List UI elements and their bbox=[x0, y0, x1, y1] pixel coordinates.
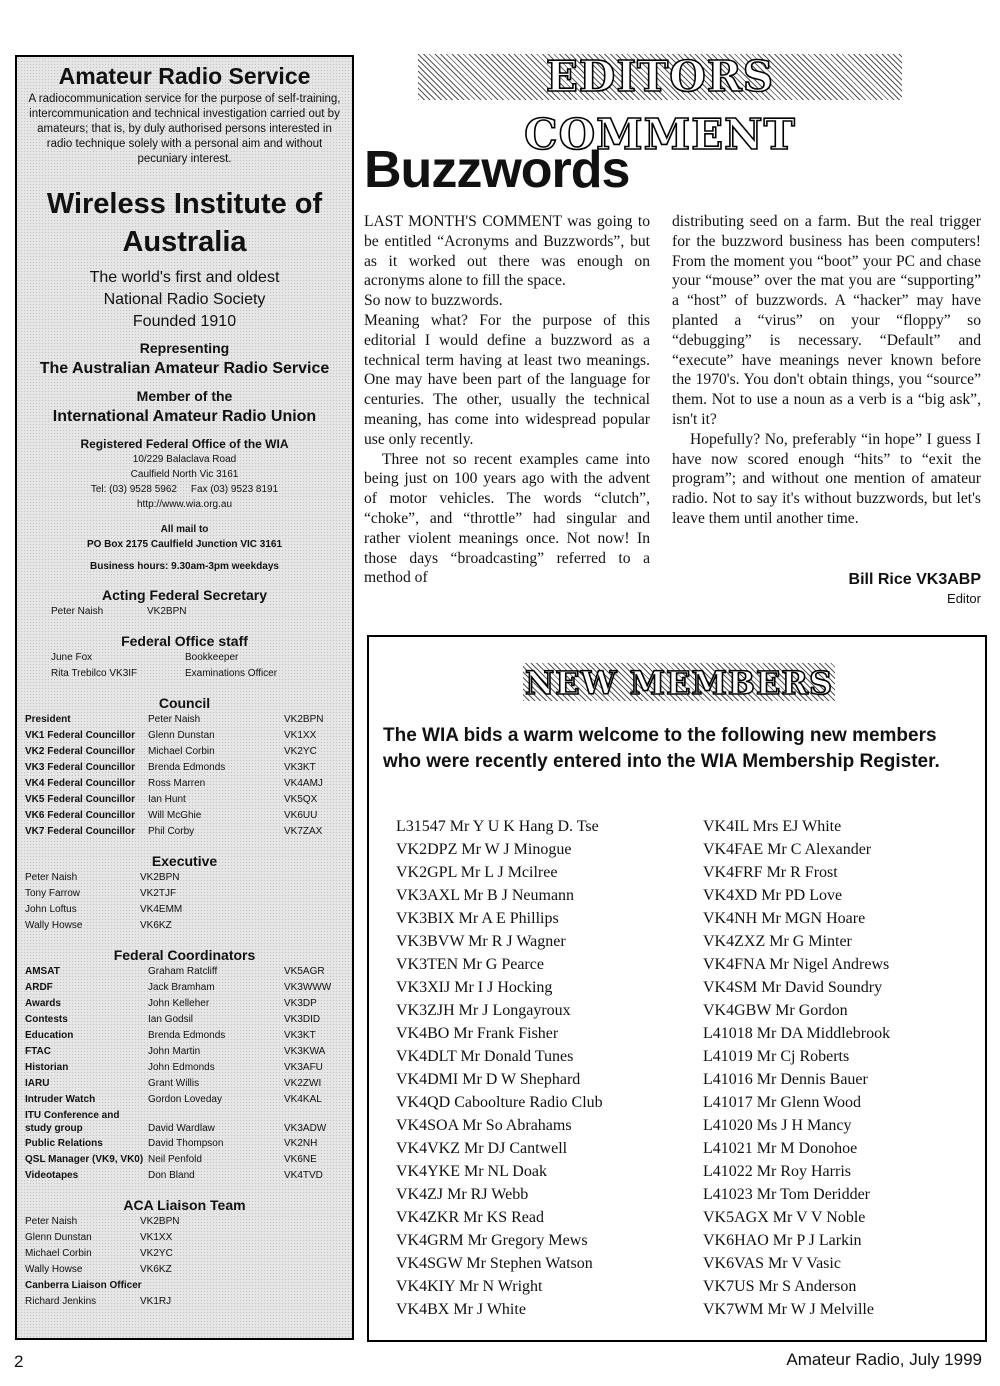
canberra-row bbox=[17, 1278, 352, 1294]
row-name: Michael Corbin bbox=[25, 1248, 92, 1259]
member-entry: L41023 Mr Tom Deridder bbox=[703, 1186, 870, 1203]
row-call: VK4AMJ bbox=[284, 778, 323, 789]
row-call: VK2YC bbox=[140, 1248, 173, 1259]
row-name: John Loftus bbox=[25, 904, 77, 915]
member-entry: VK4XD Mr PD Love bbox=[703, 887, 843, 904]
member-entry: VK3BIX Mr A E Phillips bbox=[396, 910, 559, 927]
aca-list bbox=[17, 1214, 352, 1278]
row-name: Peter Naish bbox=[148, 714, 201, 725]
executive-heading: Executive bbox=[151, 853, 218, 869]
table-row bbox=[17, 1230, 352, 1246]
row-title: Awards bbox=[25, 998, 61, 1009]
row-name: Jack Bramham bbox=[148, 982, 215, 993]
table-row bbox=[17, 1136, 352, 1152]
new-members-banner bbox=[519, 657, 839, 709]
itu-call: VK3ADW bbox=[284, 1123, 327, 1134]
member-entry: VK7WM Mr W J Melville bbox=[703, 1301, 874, 1318]
member-entry: VK3TEN Mr G Pearce bbox=[396, 956, 544, 973]
mail-address: PO Box 2175 Caulfield Junction VIC 3161 bbox=[86, 539, 283, 550]
acting-secretary-row bbox=[17, 604, 352, 620]
row-name: Gordon Loveday bbox=[148, 1094, 222, 1105]
row-name: John Kelleher bbox=[148, 998, 210, 1009]
row-name: Wally Howse bbox=[25, 920, 83, 931]
row-call: VK4EMM bbox=[140, 904, 183, 915]
member-entry: VK3AXL Mr B J Neumann bbox=[396, 887, 575, 904]
member-entry: VK4YKE Mr NL Doak bbox=[396, 1163, 547, 1180]
row-name: John Edmonds bbox=[148, 1062, 215, 1073]
member-entry: L31547 Mr Y U K Hang D. Tse bbox=[396, 818, 599, 835]
itu-name: David Wardlaw bbox=[148, 1123, 215, 1134]
office-web: http://www.wia.org.au bbox=[136, 499, 233, 510]
row-title: VK3 Federal Councillor bbox=[25, 762, 136, 773]
article-paragraph: Meaning what? For the purpose of this editorial I would define a buzzword as a technical term having at least two meanings. One may have been part of the language for centuries. The other, usually the technical meaning, has come into widespread popular use only recently. bbox=[364, 311, 650, 448]
row-name: Peter Naish bbox=[25, 872, 78, 883]
magazine-issue: Amateur Radio, July 1999 bbox=[786, 1350, 982, 1369]
itu-title: ITU Conference and bbox=[25, 1110, 120, 1121]
row-name: Tony Farrow bbox=[25, 888, 81, 899]
coordinators-list bbox=[17, 1136, 352, 1184]
member-entry: VK4GBW Mr Gordon bbox=[703, 1002, 848, 1019]
member-entry: VK4IL Mrs EJ White bbox=[703, 818, 842, 835]
row-name: Brenda Edmonds bbox=[148, 1030, 226, 1041]
row-title: President bbox=[25, 714, 71, 725]
row-call: VK4KAL bbox=[284, 1094, 322, 1105]
member-of-value: International Amateur Radio Union bbox=[52, 408, 317, 425]
council-list bbox=[17, 712, 352, 840]
row-call: VK2ZWI bbox=[284, 1078, 322, 1089]
row-call: VK3AFU bbox=[284, 1062, 323, 1073]
office-address: 10/229 Balaclava Road bbox=[132, 454, 237, 465]
row-title: VK2 Federal Councillor bbox=[25, 746, 136, 757]
table-row bbox=[17, 824, 352, 840]
member-entry: VK4BX Mr J White bbox=[396, 1301, 526, 1318]
row-title: ARDF bbox=[25, 982, 53, 993]
member-entry: VK4BO Mr Frank Fisher bbox=[396, 1025, 559, 1042]
executive-list bbox=[17, 870, 352, 934]
row-title: Education bbox=[25, 1030, 74, 1041]
article-paragraph: Hopefully? No, preferably “in hope” I guess I have now scored enough “hits” to “exit the program”; and without one mention of amateur radio. Not to say it's without buzzwords, but let's leave them until another time. bbox=[672, 430, 981, 527]
table-row bbox=[17, 744, 352, 760]
table-row bbox=[17, 1028, 352, 1044]
itu-title: study group bbox=[25, 1123, 83, 1134]
service-description: A radiocommunication service for the purpose of self-training, intercommunication and technical investigation carried out by amateurs; that is, by duly authorised persons interested in radio technique solely with a personal aim and without pecuniary interest. bbox=[28, 93, 341, 165]
article-paragraph: Three not so recent examples came into being just on 100 years ago with the advent of motor vehicles. The words “clutch”, “choke”, and “throttle” had singular and rather violent meanings once. Not now! In those days “broadcasting” referred to a method of bbox=[364, 450, 650, 587]
row-name: Wally Howse bbox=[25, 1264, 83, 1275]
editors-comment-banner bbox=[410, 48, 910, 159]
article-signature bbox=[672, 570, 981, 608]
member-entry: VK3XIJ Mr I J Hocking bbox=[396, 979, 553, 996]
member-entry: VK5AGX Mr V V Noble bbox=[703, 1209, 866, 1226]
member-entry: VK4QD Caboolture Radio Club bbox=[396, 1094, 603, 1111]
row-name: Grant Willis bbox=[148, 1078, 200, 1089]
staff-name: June Fox bbox=[51, 652, 93, 663]
row-call: VK2BPN bbox=[140, 1216, 180, 1227]
member-entry: L41022 Mr Roy Harris bbox=[703, 1163, 851, 1180]
table-row bbox=[17, 870, 352, 886]
member-entry: L41017 Mr Glenn Wood bbox=[703, 1094, 861, 1111]
table-row bbox=[17, 712, 352, 728]
member-entry: VK3ZJH Mr J Longayroux bbox=[396, 1002, 571, 1019]
row-call: VK3KT bbox=[284, 1030, 316, 1041]
row-call: VK2BPN bbox=[284, 714, 324, 725]
row-call: VK5QX bbox=[284, 794, 318, 805]
member-entry: VK4DMI Mr D W Shephard bbox=[396, 1071, 581, 1088]
row-call: VK3DP bbox=[284, 998, 317, 1009]
table-row bbox=[17, 1262, 352, 1278]
row-call: VK7ZAX bbox=[284, 826, 323, 837]
itu-row bbox=[17, 1108, 352, 1136]
canberra-row bbox=[17, 1294, 352, 1310]
row-title: VK5 Federal Councillor bbox=[25, 794, 136, 805]
member-entry: VK4KIY Mr N Wright bbox=[396, 1278, 543, 1295]
row-call: VK2TJF bbox=[140, 888, 177, 899]
member-entry: L41016 Mr Dennis Bauer bbox=[703, 1071, 868, 1088]
row-call: VK3DID bbox=[284, 1014, 321, 1025]
row-name: Ian Godsil bbox=[148, 1014, 194, 1025]
row-call: VK1XX bbox=[140, 1232, 173, 1243]
member-entry: VK6HAO Mr P J Larkin bbox=[703, 1232, 862, 1249]
office-tel: Tel: (03) 9528 5962 bbox=[90, 484, 177, 495]
canberra-name: Richard Jenkins bbox=[25, 1296, 97, 1307]
row-call: VK1XX bbox=[284, 730, 317, 741]
row-name: David Thompson bbox=[148, 1138, 224, 1149]
member-entry: VK4FAE Mr C Alexander bbox=[703, 841, 872, 858]
row-call: VK6UU bbox=[284, 810, 318, 821]
member-entry: VK4ZKR Mr KS Read bbox=[396, 1209, 544, 1226]
table-row bbox=[17, 776, 352, 792]
row-name: Michael Corbin bbox=[148, 746, 215, 757]
row-name: Ross Marren bbox=[148, 778, 206, 789]
member-entry: VK4NH Mr MGN Hoare bbox=[703, 910, 866, 927]
row-title: Historian bbox=[25, 1062, 69, 1073]
table-row bbox=[17, 1076, 352, 1092]
member-entry: VK2DPZ Mr W J Minogue bbox=[396, 841, 572, 858]
mail-label: All mail to bbox=[160, 524, 209, 535]
row-name: Phil Corby bbox=[148, 826, 195, 837]
row-title: Intruder Watch bbox=[25, 1094, 96, 1105]
member-label: Member of the bbox=[136, 388, 233, 404]
author-name: Bill Rice VK3ABP bbox=[848, 571, 981, 588]
coordinators-heading: Federal Coordinators bbox=[113, 947, 256, 963]
row-title: AMSAT bbox=[25, 966, 60, 977]
member-entry: VK3BVW Mr R J Wagner bbox=[396, 933, 566, 950]
table-row bbox=[17, 760, 352, 776]
article-paragraph: distributing seed on a farm. But the real trigger for the buzzword business has been computers! From the moment you “boot” your PC and chase your “mouse” over the mat you are “supporting” a “host” of buzzwords. A “hacker” may have planted a “virus” on your “floppy” so “debugging” is necessary. “Default” and “execute” have meanings never known before the 1970's. You don't obtain things, you “source” them. Not to use a noun as a verb is a “big ask”, isn't it? bbox=[672, 213, 981, 428]
row-name: Don Bland bbox=[148, 1170, 195, 1181]
staff-row bbox=[17, 666, 352, 682]
coordinators-list bbox=[17, 964, 352, 1108]
row-title: Videotapes bbox=[25, 1170, 79, 1181]
new-members-box bbox=[367, 635, 987, 1342]
row-title: FTAC bbox=[25, 1046, 51, 1057]
representing-value: The Australian Amateur Radio Service bbox=[39, 360, 330, 377]
row-title: VK7 Federal Councillor bbox=[25, 826, 136, 837]
row-title: IARU bbox=[25, 1078, 50, 1089]
row-name: Neil Penfold bbox=[148, 1154, 202, 1165]
member-entry: VK4ZXZ Mr G Minter bbox=[703, 933, 852, 950]
banner-text: EDITORS COMMENT bbox=[524, 52, 796, 159]
staff-role: Examinations Officer bbox=[185, 668, 278, 679]
council-heading: Council bbox=[158, 695, 211, 711]
row-call: VK5AGR bbox=[284, 966, 325, 977]
table-row bbox=[17, 1092, 352, 1108]
acting-secretary-heading: Acting Federal Secretary bbox=[102, 587, 267, 603]
row-call: VK6KZ bbox=[140, 920, 172, 931]
office-heading: Registered Federal Office of the WIA bbox=[80, 437, 289, 451]
row-title: VK6 Federal Councillor bbox=[25, 810, 136, 821]
row-title: Public Relations bbox=[25, 1138, 103, 1149]
row-name: Ian Hunt bbox=[148, 794, 186, 805]
member-entry: L41018 Mr DA Middlebrook bbox=[703, 1025, 891, 1042]
table-row bbox=[17, 1246, 352, 1262]
article-column-right bbox=[672, 212, 981, 529]
table-row bbox=[17, 792, 352, 808]
row-title: QSL Manager (VK9, VK0) bbox=[25, 1154, 144, 1165]
secretary-name: Peter Naish bbox=[51, 606, 104, 617]
table-row bbox=[17, 1060, 352, 1076]
table-row bbox=[17, 1152, 352, 1168]
row-name: Graham Ratcliff bbox=[148, 966, 218, 977]
service-heading: Amateur Radio Service bbox=[58, 63, 311, 89]
member-entry: L41021 Mr M Donohoe bbox=[703, 1140, 858, 1157]
staff-row bbox=[17, 650, 352, 666]
row-title: Contests bbox=[25, 1014, 68, 1025]
staff-name: Rita Trebilco VK3IF bbox=[51, 668, 138, 679]
member-entry: L41019 Mr Cj Roberts bbox=[703, 1048, 850, 1065]
row-name: Glenn Dunstan bbox=[25, 1232, 92, 1243]
member-entry: VK4ZJ Mr RJ Webb bbox=[396, 1186, 529, 1203]
row-call: VK3KWA bbox=[284, 1046, 326, 1057]
table-row bbox=[17, 886, 352, 902]
tagline-line: Founded 1910 bbox=[132, 313, 237, 330]
members-list-left bbox=[396, 815, 603, 1321]
banner-text: NEW MEMBERS bbox=[524, 664, 834, 702]
row-call: VK3KT bbox=[284, 762, 316, 773]
member-entry: VK4SGW Mr Stephen Watson bbox=[396, 1255, 593, 1272]
secretary-call: VK2BPN bbox=[147, 606, 187, 617]
row-name: Will McGhie bbox=[148, 810, 202, 821]
canberra-call: VK1RJ bbox=[140, 1296, 172, 1307]
member-entry: VK4VKZ Mr DJ Cantwell bbox=[396, 1140, 568, 1157]
office-staff-heading: Federal Office staff bbox=[121, 633, 248, 649]
table-row bbox=[17, 808, 352, 824]
table-row bbox=[17, 1168, 352, 1184]
row-call: VK3WWW bbox=[284, 982, 332, 993]
table-row bbox=[17, 996, 352, 1012]
row-call: VK2NH bbox=[284, 1138, 318, 1149]
member-entry: VK4SOA Mr So Abrahams bbox=[396, 1117, 572, 1134]
office-fax: Fax (03) 9523 8191 bbox=[190, 484, 279, 495]
aca-heading: ACA Liaison Team bbox=[123, 1197, 246, 1213]
article-paragraph: LAST MONTH'S COMMENT was going to be entitled “Acronyms and Buzzwords”, but as it worked out there was enough on acronyms alone to fill the space. bbox=[364, 213, 650, 290]
new-members-intro: The WIA bids a warm welcome to the following new members who were recently entered into the WIA Membership Register. bbox=[383, 725, 940, 772]
row-name: John Martin bbox=[148, 1046, 201, 1057]
org-name: Wireless Institute of Australia bbox=[46, 188, 323, 258]
author-role: Editor bbox=[947, 591, 981, 606]
row-call: VK6NE bbox=[284, 1154, 317, 1165]
wia-info-sidebar bbox=[15, 55, 354, 1340]
row-name: Glenn Dunstan bbox=[148, 730, 215, 741]
table-row bbox=[17, 1214, 352, 1230]
tagline-line: National Radio Society bbox=[103, 291, 266, 308]
member-entry: VK4FRF Mr R Frost bbox=[703, 864, 838, 881]
representing-label: Representing bbox=[139, 340, 230, 356]
table-row bbox=[17, 728, 352, 744]
office-address: Caulfield North Vic 3161 bbox=[130, 469, 239, 480]
tagline-line: The world's first and oldest bbox=[89, 269, 280, 286]
business-hours: Business hours: 9.30am-3pm weekdays bbox=[90, 561, 279, 572]
member-entry: VK7US Mr S Anderson bbox=[703, 1278, 857, 1295]
member-entry: VK4FNA Mr Nigel Andrews bbox=[703, 956, 890, 973]
row-call: VK2BPN bbox=[140, 872, 180, 883]
row-call: VK6KZ bbox=[140, 1264, 172, 1275]
canberra-title: Canberra Liaison Officer bbox=[25, 1280, 142, 1291]
member-entry: VK4GRM Mr Gregory Mews bbox=[396, 1232, 588, 1249]
article-column-left bbox=[364, 212, 650, 588]
table-row bbox=[17, 902, 352, 918]
office-phone-fax bbox=[17, 482, 352, 497]
table-row bbox=[17, 964, 352, 980]
members-list-right bbox=[703, 815, 890, 1321]
article-paragraph: So now to buzzwords. bbox=[364, 292, 503, 310]
member-entry: VK2GPL Mr L J Mcilree bbox=[396, 864, 558, 881]
member-entry: L41020 Ms J H Mancy bbox=[703, 1117, 852, 1134]
staff-role: Bookkeeper bbox=[185, 652, 239, 663]
table-row bbox=[17, 918, 352, 934]
table-row bbox=[17, 1012, 352, 1028]
member-entry: VK4DLT Mr Donald Tunes bbox=[396, 1048, 574, 1065]
row-call: VK4TVD bbox=[284, 1170, 323, 1181]
page-number: 2 bbox=[14, 1352, 24, 1371]
row-name: Brenda Edmonds bbox=[148, 762, 226, 773]
row-title: VK1 Federal Councillor bbox=[25, 730, 136, 741]
row-title: VK4 Federal Councillor bbox=[25, 778, 136, 789]
member-entry: VK4SM Mr David Soundry bbox=[703, 979, 883, 996]
table-row bbox=[17, 1044, 352, 1060]
article-title: Buzzwords bbox=[364, 141, 630, 199]
row-name: Peter Naish bbox=[25, 1216, 78, 1227]
member-entry: VK6VAS Mr V Vasic bbox=[703, 1255, 841, 1272]
table-row bbox=[17, 980, 352, 996]
row-call: VK2YC bbox=[284, 746, 317, 757]
